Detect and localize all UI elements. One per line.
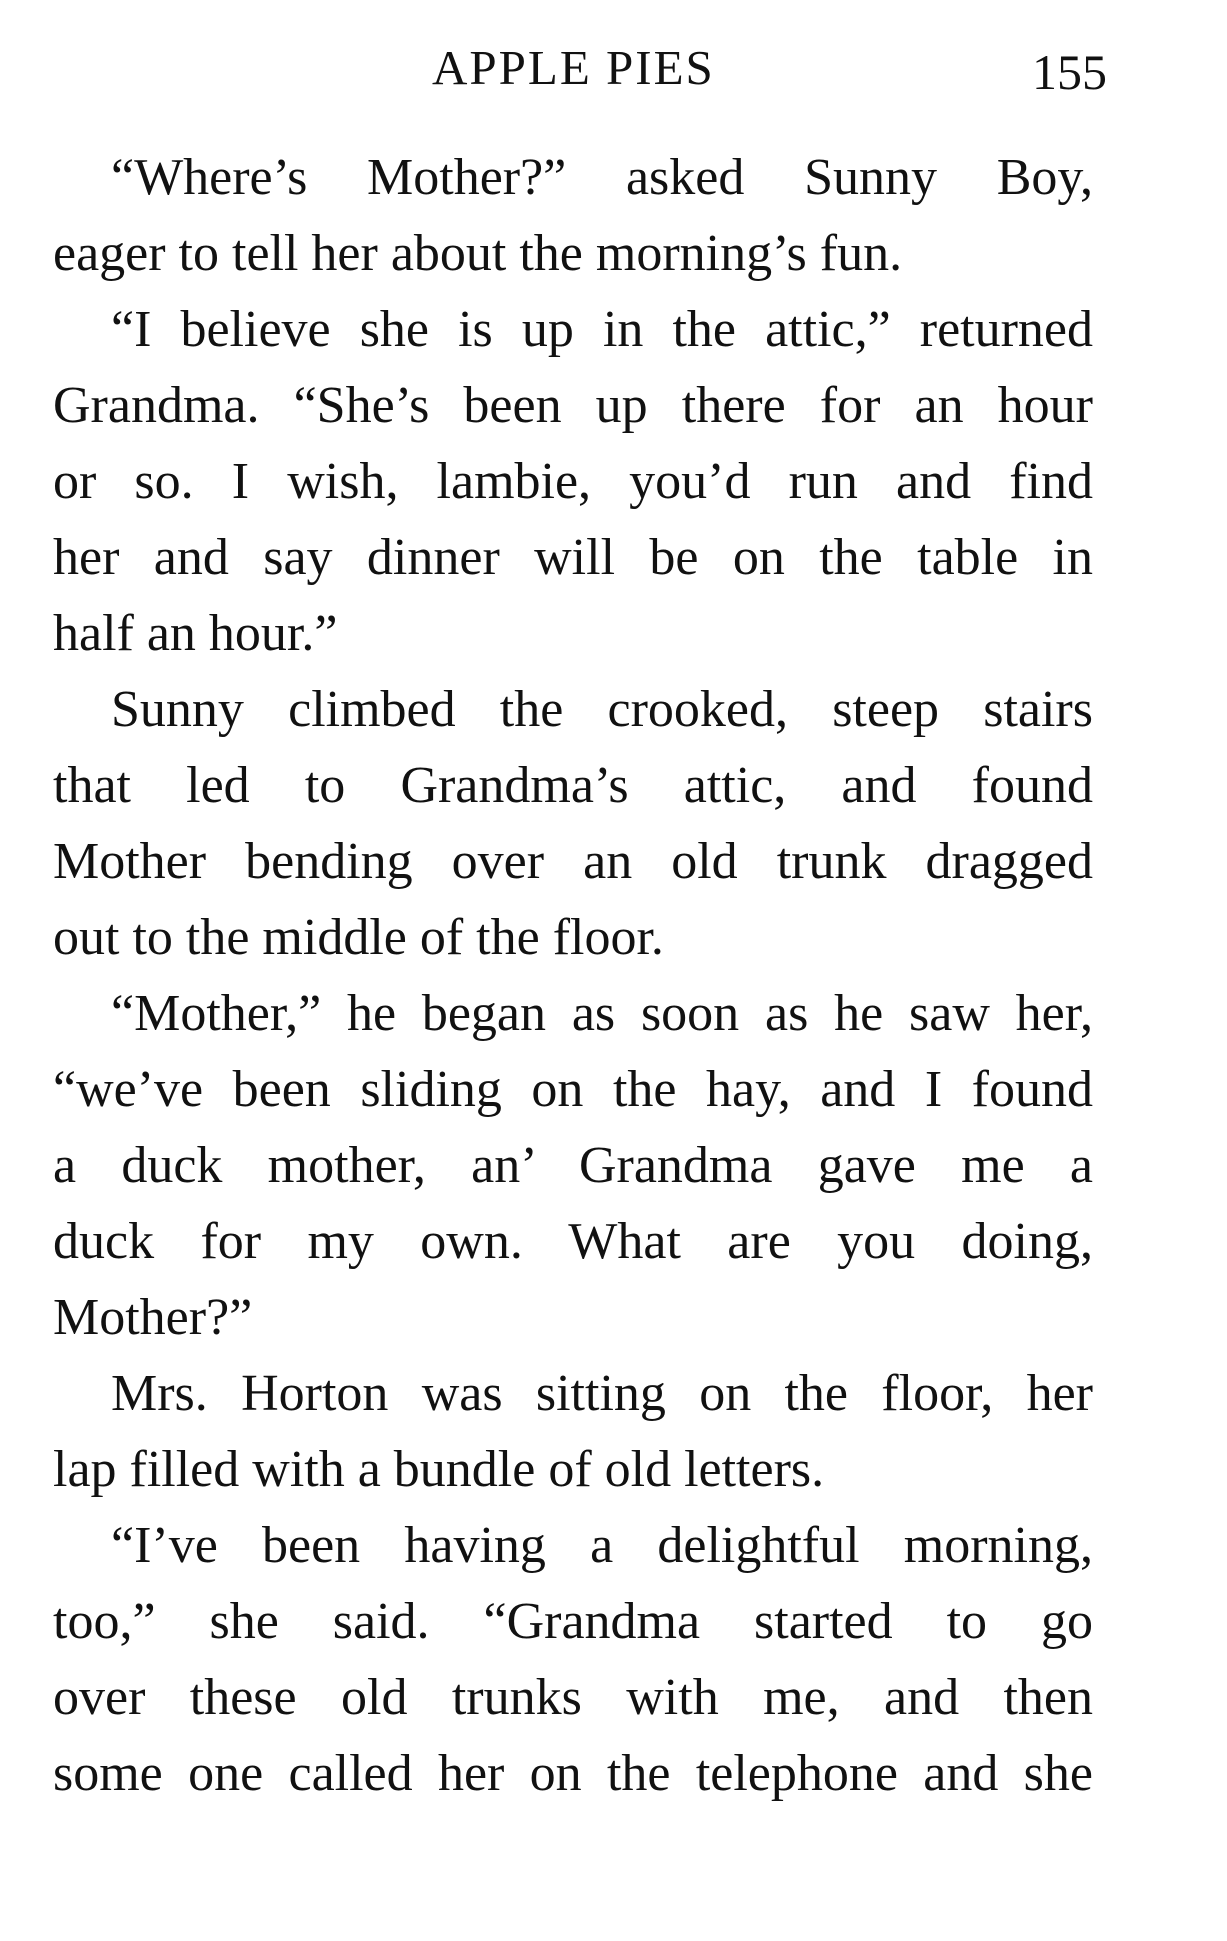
- text-line: lap filled with a bundle of old letters.: [53, 1441, 825, 1498]
- text-line: Mother bending over an old trunk dragged: [53, 833, 1093, 890]
- text-line: “we’ve been sliding on the hay, and I found: [53, 1061, 1093, 1118]
- text-line: over these old trunks with me, and then: [53, 1669, 1093, 1726]
- page-number: 155: [1032, 44, 1107, 100]
- body-text: [53, 140, 1093, 1812]
- chapter-title: APPLE PIES: [432, 40, 715, 95]
- text-line: Mrs. Horton was sitting on the floor, her: [111, 1365, 1093, 1422]
- text-line: her and say dinner will be on the table in: [53, 529, 1093, 586]
- text-line: too,” she said. “Grandma started to go: [53, 1593, 1093, 1650]
- text-line: out to the middle of the floor.: [53, 909, 664, 966]
- text-line: “Mother,” he began as soon as he saw her,: [111, 985, 1093, 1042]
- text-line: a duck mother, an’ Grandma gave me a: [53, 1137, 1093, 1194]
- text-line: Grandma. “She’s been up there for an hour: [53, 377, 1093, 434]
- text-line: that led to Grandma’s attic, and found: [53, 757, 1093, 814]
- text-line: some one called her on the telephone and she: [53, 1745, 1093, 1802]
- text-line: eager to tell her about the morning’s fun.: [53, 225, 903, 282]
- text-line: Mother?”: [53, 1289, 253, 1346]
- running-head: [0, 38, 1227, 98]
- text-line: “Where’s Mother?” asked Sunny Boy,: [111, 149, 1093, 206]
- text-line: or so. I wish, lambie, you’d run and find: [53, 453, 1093, 510]
- text-line: “I’ve been having a delightful morning,: [111, 1517, 1093, 1574]
- text-line: half an hour.”: [53, 605, 338, 662]
- text-line: duck for my own. What are you doing,: [53, 1213, 1093, 1270]
- text-line: “I believe she is up in the attic,” returned: [111, 301, 1093, 358]
- text-line: Sunny climbed the crooked, steep stairs: [111, 681, 1093, 738]
